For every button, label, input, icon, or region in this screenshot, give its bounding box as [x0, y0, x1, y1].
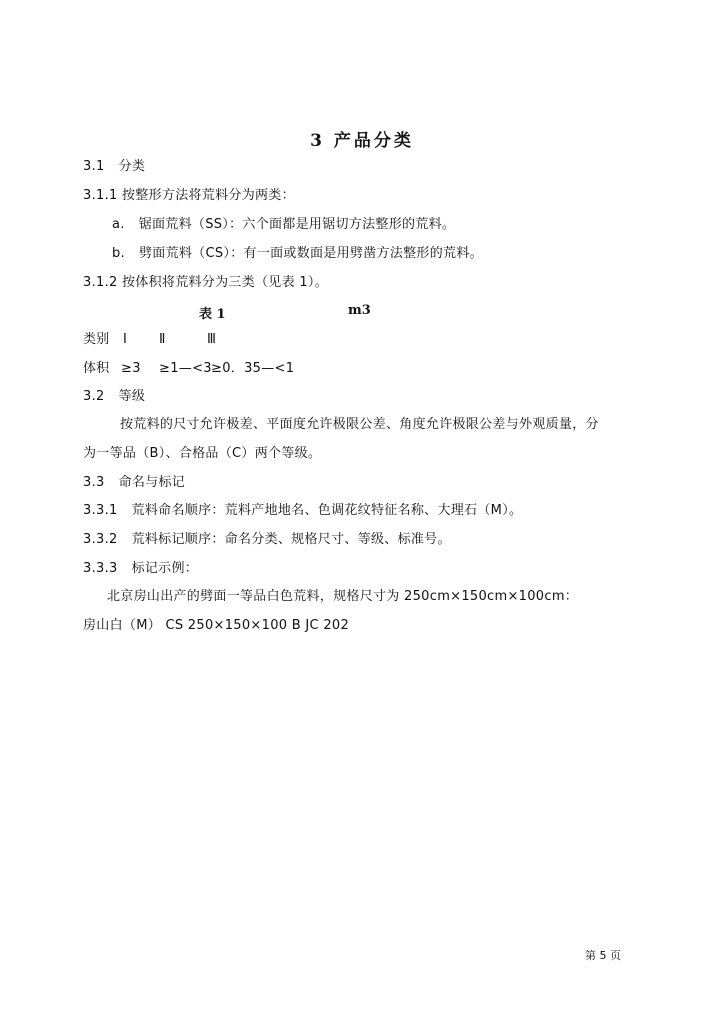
heading-number: 3.3.3	[83, 561, 118, 576]
table-cell: Ⅱ	[159, 332, 166, 347]
heading-text: 分类	[118, 159, 146, 174]
section-title: 3 产品分类	[310, 131, 414, 151]
heading-3-1	[83, 158, 145, 176]
heading-number: 3.2	[83, 389, 105, 404]
page-number: 第 5 页	[585, 949, 621, 962]
heading-number: 3.1	[83, 159, 105, 174]
heading-number: 3.3	[83, 475, 105, 490]
table-cell: ≥0．35—<1	[211, 361, 295, 376]
table-cell: Ⅰ	[123, 332, 128, 347]
heading-3-1-1: 3.1.1 按整形方法将荒料分为两类：	[83, 188, 295, 203]
list-text: 劈面荒料（CS）：有一面或数面是用劈凿方法整形的荒料。	[138, 246, 483, 261]
list-label: b.	[112, 246, 125, 261]
heading-text: 荒料标记顺序：命名分类、规格尺寸、等级、标准号。	[131, 532, 451, 547]
list-item-b	[112, 245, 483, 263]
list-text: 锯面荒料（SS）：六个面都是用锯切方法整形的荒料。	[138, 217, 456, 232]
example-marking: 房山白（M） CS 250×150×100 B JC 202	[83, 618, 350, 633]
example-line: 北京房山出产的劈面一等品白色荒料，规格尺寸为 250cm×150cm×100cm：	[107, 589, 579, 604]
heading-text: 命名与标记	[118, 475, 186, 490]
table-cell: Ⅲ	[207, 332, 217, 347]
table-row-header: 类别	[83, 332, 110, 347]
heading-3-3	[83, 474, 185, 492]
table-row-header: 体积	[83, 361, 110, 376]
heading-3-2	[83, 388, 145, 406]
heading-3-1-2: 3.1.2 按体积将荒料分为三类（见表 1）。	[83, 275, 329, 290]
heading-number: 3.3.2	[83, 532, 118, 547]
heading-3-3-3	[83, 560, 198, 578]
list-item-a	[112, 216, 455, 234]
paragraph-line: 按荒料的尺寸允许极差、平面度允许极限公差、角度允许极限公差与外观质量，分	[120, 417, 599, 432]
heading-text: 等级	[118, 389, 146, 404]
table-cell: ≥3	[121, 361, 141, 376]
heading-3-3-2	[83, 531, 451, 549]
table-row	[83, 331, 216, 349]
table-cell: ≥1—<3	[159, 361, 212, 376]
table-row	[83, 360, 294, 378]
paragraph-line: 为一等品（B）、合格品（C）两个等级。	[83, 446, 322, 461]
table-unit: m3	[348, 303, 371, 318]
heading-3-3-1	[83, 502, 522, 520]
list-label: a.	[112, 217, 125, 232]
heading-text: 标记示例：	[131, 561, 199, 576]
table-caption: 表 1	[199, 307, 226, 322]
heading-text: 荒料命名顺序：荒料产地地名、色调花纹特征名称、大理石（M）。	[131, 503, 523, 518]
heading-number: 3.3.1	[83, 503, 118, 518]
